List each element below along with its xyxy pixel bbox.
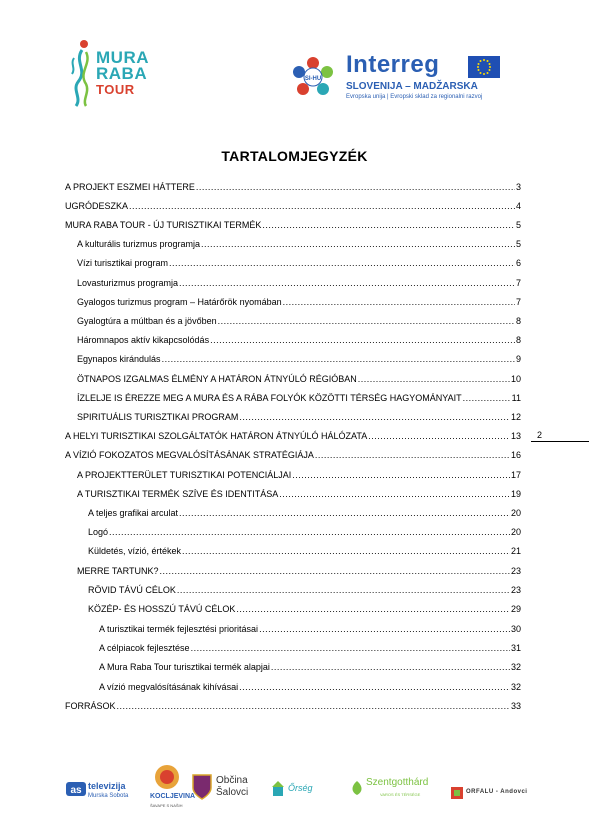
toc-entry-page: 29: [510, 604, 521, 614]
toc-entry-label: A PROJEKT ESZMEI HÁTTERE: [65, 182, 195, 192]
toc-entry[interactable]: [77, 314, 521, 328]
page-title: TARTALOMJEGYZÉK: [221, 148, 368, 164]
toc-entry-label: A PROJEKTTERÜLET TURISZTIKAI POTENCIÁLJAI: [77, 470, 292, 480]
toc-entry[interactable]: [77, 295, 521, 309]
toc-entry[interactable]: [99, 622, 521, 636]
toc-entry-label: A turisztikai termék fejlesztési prioritásai: [99, 624, 259, 634]
interreg-wordmark: Interreg: [346, 51, 440, 78]
toc-leader: [236, 602, 510, 616]
toc-entry-page: 9: [515, 354, 521, 364]
toc-entry[interactable]: [77, 391, 521, 405]
kocljevina-sub: ŠAVAPE S NAŠIH: [150, 803, 183, 808]
toc-entry-label: Küldetés, vízió, értékek: [88, 546, 182, 556]
toc-leader: [169, 256, 515, 270]
toc-leader: [368, 429, 510, 443]
toc-entry-label: Lovasturizmus programja: [77, 278, 179, 288]
toc-entry[interactable]: [77, 372, 521, 386]
toc-entry-label: Gyalogtúra a múltban és a jövőben: [77, 316, 217, 326]
toc-entry-label: KÖZÉP- ÉS HOSSZÚ TÁVÚ CÉLOK: [88, 604, 236, 614]
toc-entry-page: 17: [510, 470, 521, 480]
toc-leader: [191, 641, 510, 655]
toc-entry-label: A teljes grafikai arculat: [88, 508, 179, 518]
toc-entry[interactable]: [88, 525, 521, 539]
televizija-name: televizija: [88, 781, 126, 791]
toc-entry-page: 6: [515, 258, 521, 268]
orseg-building-icon: [270, 780, 286, 798]
tv-as-icon: [66, 782, 86, 796]
toc-entry-label: Gyalogos turizmus program – Határőrök nyomában: [77, 297, 282, 307]
toc-entry[interactable]: [77, 410, 521, 424]
orfalu-name: ORFALU - Andovci: [466, 789, 528, 795]
eu-flag-icon: [468, 56, 500, 78]
si-hu-circle-icon: [290, 54, 336, 100]
toc-entry-label: Egynapos kirándulás: [77, 354, 161, 364]
toc-entry-label: RÖVID TÁVÚ CÉLOK: [88, 585, 176, 595]
toc-entry-label: ÍZLELJE IS ÉREZZE MEG A MURA ÉS A RÁBA FOLYÓK KÖZÖTTI TÉRSÉG HAGYOMÁNYAIT: [77, 393, 462, 403]
toc-leader: [179, 506, 510, 520]
toc-entry-page: 5: [515, 239, 521, 249]
logo-line-raba: RABA: [96, 64, 148, 83]
kocljevina-emblem-icon: [154, 764, 180, 790]
toc-entry-page: 5: [515, 220, 521, 230]
toc-entry-page: 7: [515, 297, 521, 307]
toc-entry-label: A célpiacok fejlesztése: [99, 643, 190, 653]
logo-line-tour: TOUR: [96, 82, 135, 97]
obcina-name: Občina: [216, 775, 248, 786]
page-number: 2: [537, 430, 543, 440]
toc-entry[interactable]: [88, 583, 521, 597]
toc-entry-page: 32: [510, 682, 521, 692]
interreg-logo: [290, 48, 515, 108]
toc-entry-page: 10: [510, 374, 521, 384]
toc-leader: [218, 314, 515, 328]
orseg-name: Őrség: [288, 783, 313, 793]
toc-entry-page: 23: [510, 566, 521, 576]
toc-entry-label: ÖTNAPOS IZGALMAS ÉLMÉNY A HATÁRON ÁTNYÚLÓ RÉGIÓBAN: [77, 374, 357, 384]
page-number-rule: [531, 441, 589, 442]
toc-entry-page: 23: [510, 585, 521, 595]
partner-logos: [0, 760, 589, 820]
toc-entry[interactable]: [77, 333, 521, 347]
toc-leader: [129, 199, 515, 213]
toc-entry[interactable]: [65, 699, 521, 713]
toc-leader: [259, 622, 510, 636]
toc-leader: [292, 468, 510, 482]
toc-entry-page: 7: [515, 278, 521, 288]
toc-leader: [463, 391, 511, 405]
obcina-sub: Šalovci: [216, 787, 249, 798]
toc-leader: [262, 218, 515, 232]
orfalu-crest-icon: [450, 786, 464, 800]
logo-line-mura: MURA: [96, 48, 149, 67]
toc-entry[interactable]: [88, 544, 521, 558]
toc-entry-label: Vízi turisztikai program: [77, 258, 169, 268]
toc-leader: [182, 544, 510, 558]
si-hu-icon-text: SI-HU: [304, 76, 322, 82]
toc-leader: [279, 487, 510, 501]
toc-entry-page: 30: [510, 624, 521, 634]
interreg-tagline: Evropska unija | Evropski sklad za regionalni razvoj: [346, 94, 483, 100]
toc-entry-label: MERRE TARTUNK?: [77, 566, 159, 576]
toc-entry-page: 8: [515, 316, 521, 326]
toc-entry[interactable]: [99, 680, 521, 694]
toc-entry[interactable]: [77, 468, 521, 482]
toc-leader: [177, 583, 510, 597]
toc-entry-label: A TURISZTIKAI TERMÉK SZÍVE ÉS IDENTITÁSA: [77, 489, 279, 499]
toc-entry-label: Háromnapos aktív kikapcsolódás: [77, 335, 210, 345]
toc-entry[interactable]: [77, 256, 521, 270]
toc-leader: [283, 295, 515, 309]
toc-entry-label: UGRÓDESZKA: [65, 201, 129, 211]
toc-entry-page: 31: [510, 643, 521, 653]
toc-entry[interactable]: [77, 276, 521, 290]
toc-entry[interactable]: [77, 487, 521, 501]
toc-entry-label: SPIRITUÁLIS TURISZTIKAI PROGRAM: [77, 412, 239, 422]
coat-of-arms-icon: [192, 774, 212, 800]
toc-entry-page: 21: [510, 546, 521, 556]
toc-entry[interactable]: [65, 448, 521, 462]
televizija-sub: Murska Sobota: [88, 793, 129, 799]
toc-entry-page: 8: [515, 335, 521, 345]
toc-entry-page: 11: [511, 393, 521, 403]
toc-entry-label: A HELYI TURISZTIKAI SZOLGÁLTATÓK HATÁRON ÁTNYÚLÓ HÁLÓZATA: [65, 431, 368, 441]
toc-entry[interactable]: [65, 180, 521, 194]
toc-entry-page: 33: [510, 701, 521, 711]
mura-raba-tour-figure-icon: [68, 38, 94, 108]
toc-entry[interactable]: [65, 199, 521, 213]
toc-leader: [201, 237, 515, 251]
toc-entry-page: 19: [510, 489, 521, 499]
toc-entry-label: FORRÁSOK: [65, 701, 116, 711]
szentgotthard-leaf-icon: [350, 780, 364, 796]
toc-entry-page: 16: [510, 450, 521, 460]
toc-entry[interactable]: [65, 218, 521, 232]
toc-entry[interactable]: [99, 660, 521, 674]
toc-leader: [162, 352, 515, 366]
mura-raba-tour-logo: [68, 38, 158, 108]
page-header: [0, 0, 589, 120]
szentgotthard-sub: VAROS ÉS TÉRSÉGE: [380, 792, 421, 797]
toc-leader: [109, 525, 510, 539]
toc-entry[interactable]: [88, 602, 521, 616]
toc-entry-page: 3: [515, 182, 521, 192]
toc-entry[interactable]: [77, 352, 521, 366]
toc-entry[interactable]: [77, 564, 521, 578]
toc-entry-label: A Mura Raba Tour turisztikai termék alapjai: [99, 662, 270, 672]
toc-leader: [239, 680, 510, 694]
toc-entry[interactable]: [65, 429, 521, 443]
toc-leader: [179, 276, 515, 290]
toc-entry-label: A kulturális turizmus programja: [77, 239, 201, 249]
toc-leader: [239, 410, 510, 424]
toc-entry-page: 32: [510, 662, 521, 672]
toc-entry-page: 20: [510, 508, 521, 518]
toc-entry-label: A VÍZIÓ FOKOZATOS MEGVALÓSÍTÁSÁNAK STRATÉGIÁJA: [65, 450, 314, 460]
szentgotthard-name: Szentgotthárd: [366, 777, 429, 788]
toc-entry-page: 13: [510, 431, 521, 441]
toc-entry-label: A vízió megvalósításának kihívásai: [99, 682, 239, 692]
toc-leader: [196, 180, 515, 194]
toc-leader: [271, 660, 510, 674]
toc-entry-page: 4: [515, 201, 521, 211]
toc-entry-label: MURA RABA TOUR - ÚJ TURISZTIKAI TERMÉK: [65, 220, 262, 230]
toc-entry-page: 12: [510, 412, 521, 422]
toc-leader: [210, 333, 515, 347]
toc-entry-page: 20: [510, 527, 521, 537]
toc-entry[interactable]: [88, 506, 521, 520]
toc-leader: [160, 564, 510, 578]
toc-leader: [117, 699, 510, 713]
toc-entry[interactable]: [99, 641, 521, 655]
toc-entry-label: Logó: [88, 527, 109, 537]
toc-entry[interactable]: [77, 237, 521, 251]
kocljevina-name: KOCLJEVINA: [150, 793, 196, 800]
svg-text:as: as: [70, 785, 82, 796]
toc-leader: [315, 448, 510, 462]
toc-leader: [358, 372, 510, 386]
interreg-program: SLOVENIJA – MADŽARSKA: [346, 81, 478, 92]
